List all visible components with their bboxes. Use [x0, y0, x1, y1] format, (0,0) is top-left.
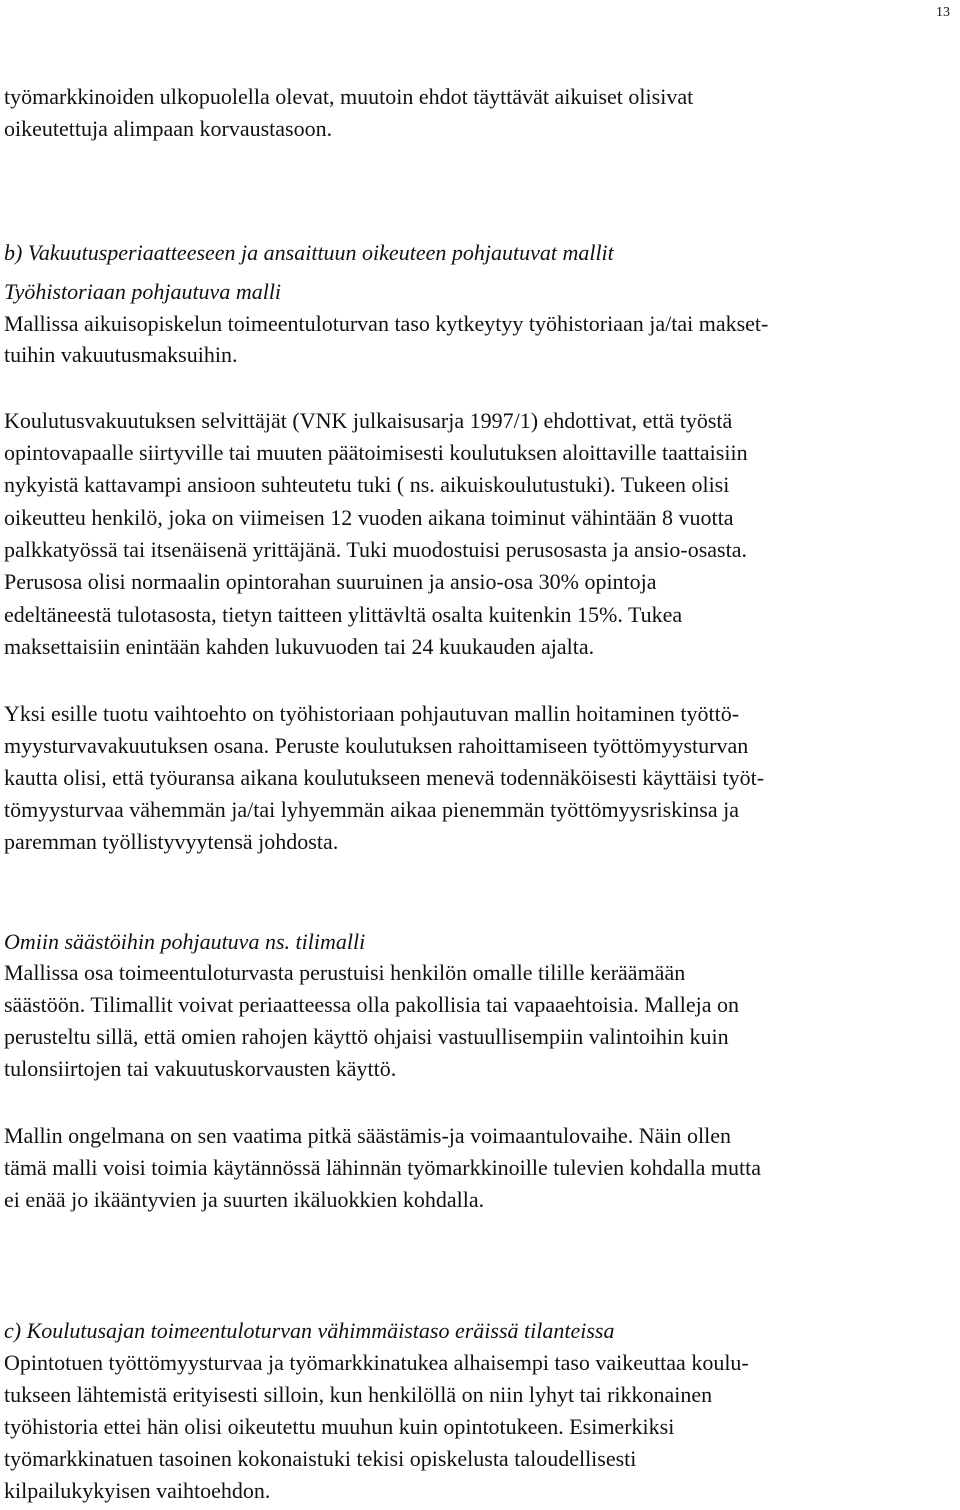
paragraph-line: tulonsiirtojen tai vakuutuskorvausten käyttö.	[4, 1056, 397, 1081]
paragraph-line: työmarkkinoiden ulkopuolella olevat, muutoin ehdot täyttävät aikuiset olisivat	[4, 84, 694, 109]
paragraph-line: myysturvavakuutuksen osana. Peruste koulutuksen rahoittamiseen työttömyysturvan	[4, 733, 749, 758]
paragraph-line: tämä malli voisi toimia käytännössä lähinnän työmarkkinoille tulevien kohdalla mutta	[4, 1155, 762, 1180]
paragraph-line: tömyysturvaa vähemmän ja/tai lyhyemmän aikaa pienemmän työttömyysriskinsa ja	[4, 797, 739, 822]
paragraph-line: oikeutettuja alimpaan korvaustasoon.	[4, 116, 333, 141]
paragraph-line: edeltäneestä tulotasosta, tietyn taitteen ylittävltä osalta kuitenkin 15%. Tukea	[4, 602, 683, 627]
paragraph-line: työhistoria ettei hän olisi oikeutettu muuhun kuin opintotukeen. Esimerkiksi	[4, 1414, 675, 1439]
section-heading: b) Vakuutusperiaatteeseen ja ansaittuun oikeuteen pohjautuvat mallit	[4, 240, 614, 265]
paragraph-line: perusteltu sillä, että omien rahojen käyttö ohjaisi vastuullisempiin valintoihin kuin	[4, 1024, 729, 1049]
paragraph-line: Opintotuen työttömyysturvaa ja työmarkkinatukea alhaisempi taso vaikeuttaa koulu-	[4, 1350, 749, 1375]
paragraph-line: Mallissa aikuisopiskelun toimeentuloturvan taso kytkeytyy työhistoriaan ja/tai makset-	[4, 311, 769, 336]
paragraph-line: palkkatyössä tai itsenäisenä yrittäjänä. Tuki muodostuisi perusosasta ja ansio-osasta.	[4, 537, 747, 562]
paragraph-line: Mallissa osa toimeentuloturvasta perustuisi henkilön omalle tilille keräämään	[4, 960, 686, 985]
subsection-heading: Työhistoriaan pohjautuva malli	[4, 279, 282, 304]
page-number: 13	[936, 5, 950, 20]
paragraph-line: tuihin vakuutusmaksuihin.	[4, 342, 238, 367]
paragraph-line: tukseen lähtemistä erityisesti silloin, kun henkilöllä on niin lyhyt tai rikkonainen	[4, 1382, 713, 1407]
paragraph-line: kautta olisi, että työuransa aikana koulutukseen menevä todennäköisesti käyttäisi työt-	[4, 765, 765, 790]
paragraph-line: nykyistä kattavampi ansioon suhteutetu tuki ( ns. aikuiskoulutustuki). Tukeen olisi	[4, 472, 730, 497]
paragraph-line: Koulutusvakuutuksen selvittäjät (VNK julkaisusarja 1997/1) ehdottivat, että työstä	[4, 408, 733, 433]
paragraph-line: oikeutteu henkilö, joka on viimeisen 12 vuoden aikana toiminut vähintään 8 vuotta	[4, 505, 734, 530]
paragraph-line: Yksi esille tuotu vaihtoehto on työhistoriaan pohjautuvan mallin hoitaminen työttö-	[4, 701, 740, 726]
paragraph-line: Perusosa olisi normaalin opintorahan suuruinen ja ansio-osa 30% opintoja	[4, 569, 657, 594]
paragraph-line: säästöön. Tilimallit voivat periaatteessa olla pakollisia tai vapaaehtoisia. Malleja on	[4, 992, 739, 1017]
section-heading: c) Koulutusajan toimeentuloturvan vähimmäistaso eräissä tilanteissa	[4, 1318, 615, 1343]
paragraph-line: ei enää jo ikääntyvien ja suurten ikäluokkien kohdalla.	[4, 1187, 485, 1212]
subsection-heading: Omiin säästöihin pohjautuva ns. tilimalli	[4, 929, 366, 954]
paragraph-line: opintovapaalle siirtyville tai muuten päätoimisesti koulutuksen aloittaville taattaisiin	[4, 440, 748, 465]
paragraph-line: työmarkkinatuen tasoinen kokonaistuki tekisi opiskelusta taloudellisesti	[4, 1446, 637, 1471]
paragraph-line: maksettaisiin enintään kahden lukuvuoden tai 24 kuukauden ajalta.	[4, 634, 595, 659]
paragraph-line: Mallin ongelmana on sen vaatima pitkä säästämis-ja voimaantulovaihe. Näin ollen	[4, 1123, 732, 1148]
paragraph-line: paremman työllistyvyytensä johdosta.	[4, 829, 339, 854]
paragraph-line: kilpailukykyisen vaihtoehdon.	[4, 1478, 271, 1503]
